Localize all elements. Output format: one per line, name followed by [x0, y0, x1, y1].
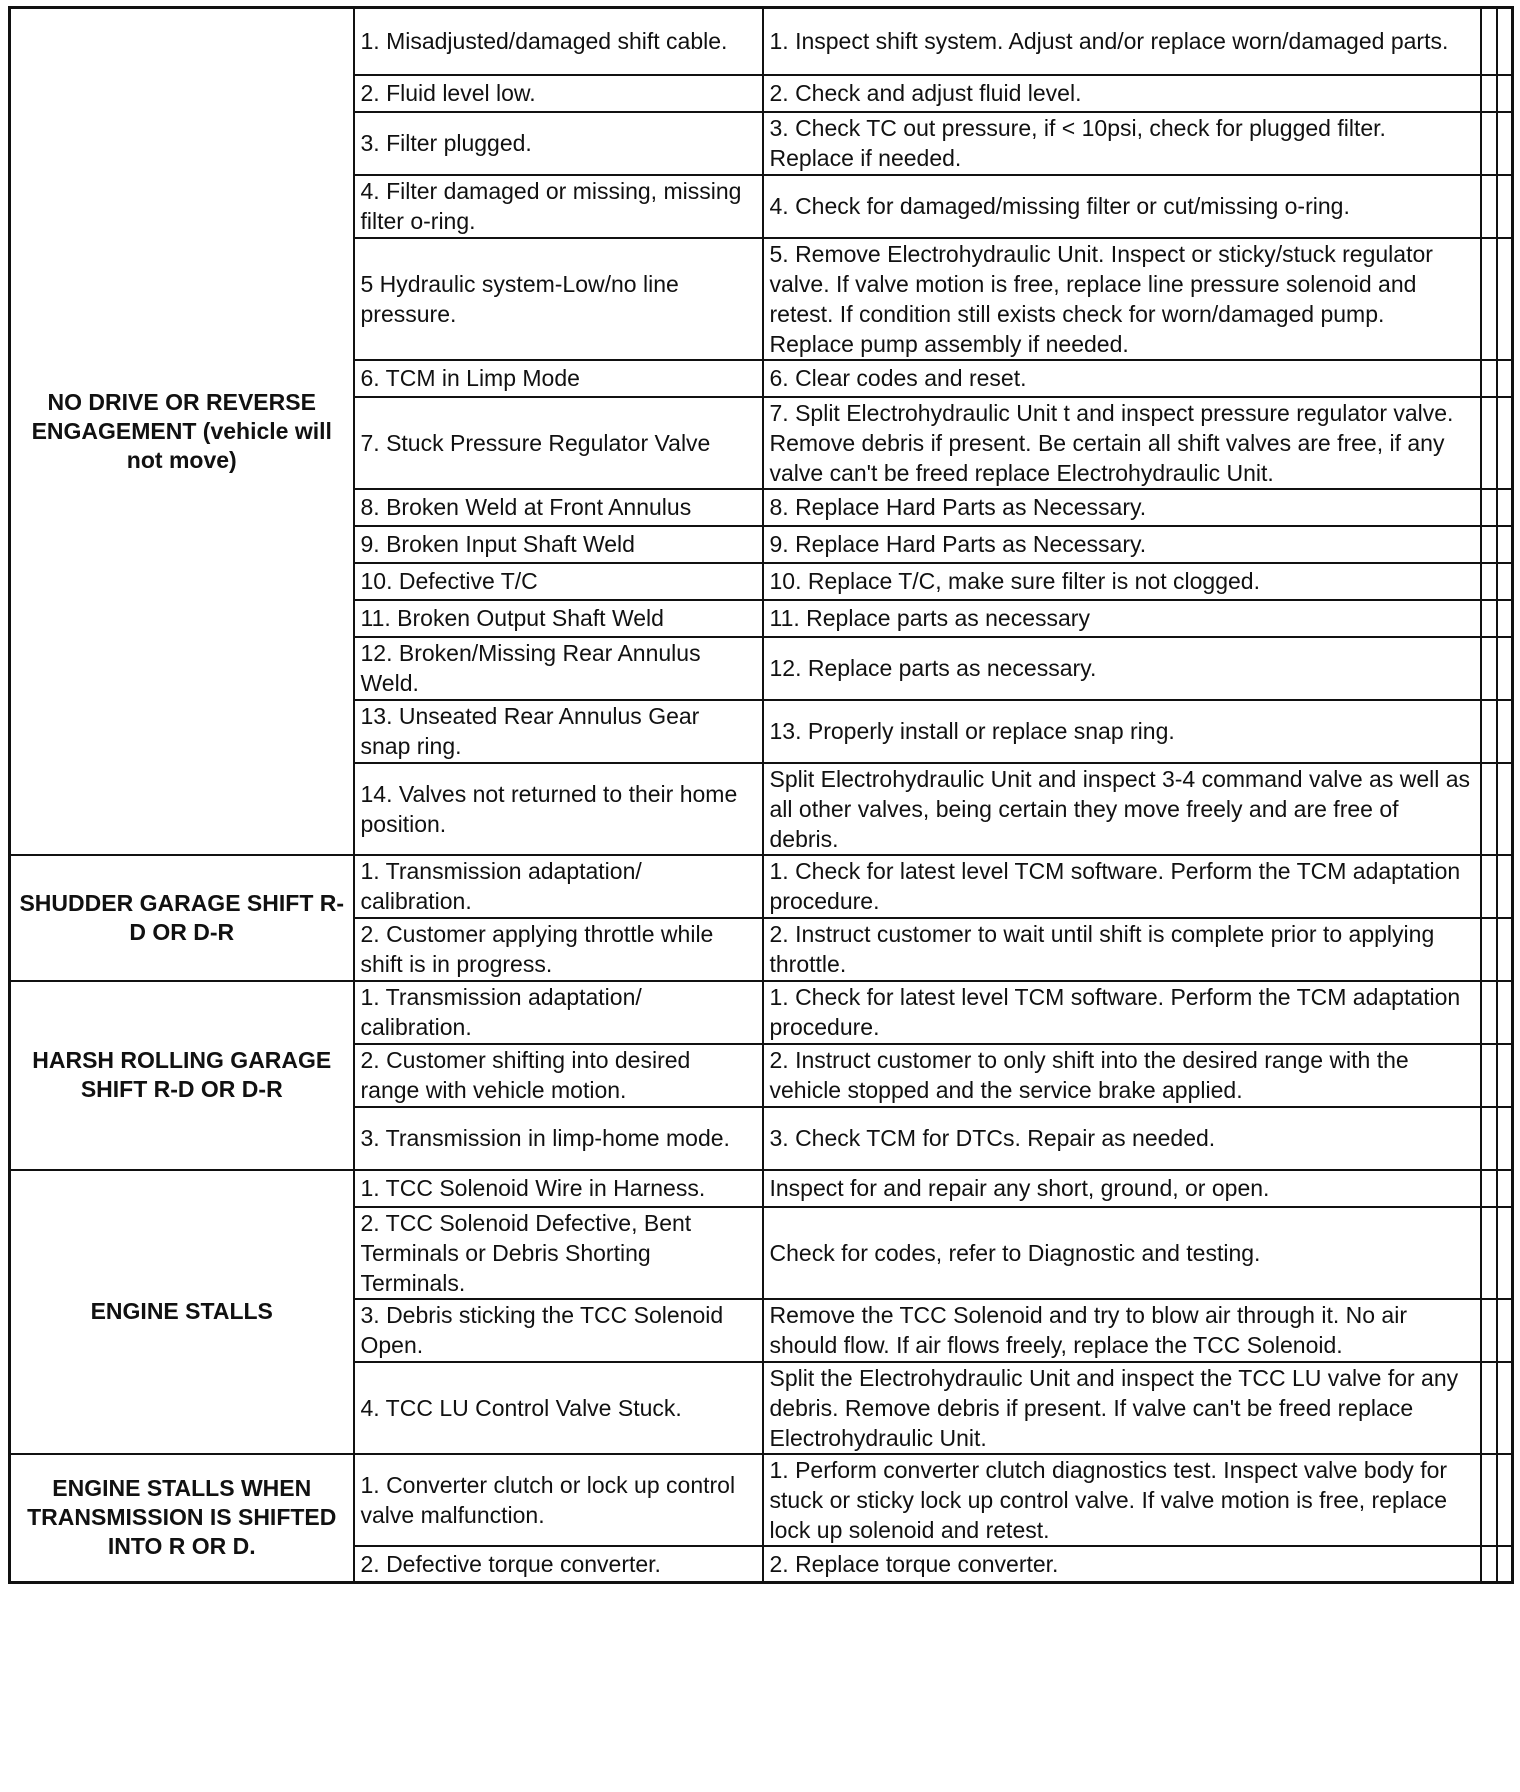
correction-cell: 9. Replace Hard Parts as Necessary.	[763, 526, 1481, 563]
check-box-cell[interactable]	[1497, 563, 1513, 600]
possible-cause-cell: 2. Customer shifting into desired range with vehicle motion.	[354, 1044, 763, 1107]
correction-cell: 2. Instruct customer to wait until shift is complete prior to applying throttle.	[763, 918, 1481, 981]
check-box-cell[interactable]	[1481, 763, 1497, 855]
possible-cause-cell: 1. Misadjusted/damaged shift cable.	[354, 8, 763, 75]
correction-cell: Split the Electrohydraulic Unit and inspect the TCC LU valve for any debris. Remove debris if present. If valve can't be freed replace Electrohydraulic Unit.	[763, 1362, 1481, 1454]
correction-cell: 6. Clear codes and reset.	[763, 360, 1481, 397]
check-box-cell[interactable]	[1497, 360, 1513, 397]
correction-cell: 2. Check and adjust fluid level.	[763, 75, 1481, 112]
check-box-cell[interactable]	[1497, 1044, 1513, 1107]
check-box-cell[interactable]	[1497, 981, 1513, 1044]
check-box-cell[interactable]	[1497, 1454, 1513, 1546]
check-box-cell[interactable]	[1481, 112, 1497, 175]
correction-cell: 2. Replace torque converter.	[763, 1546, 1481, 1583]
correction-cell: 8. Replace Hard Parts as Necessary.	[763, 489, 1481, 526]
diagnosis-table-body	[10, 8, 1513, 1583]
possible-cause-cell: 3. Transmission in limp-home mode.	[354, 1107, 763, 1170]
possible-cause-cell: 9. Broken Input Shaft Weld	[354, 526, 763, 563]
diagnosis-sheet	[8, 6, 1511, 1788]
possible-cause-cell: 1. TCC Solenoid Wire in Harness.	[354, 1170, 763, 1207]
check-box-cell[interactable]	[1481, 8, 1497, 75]
check-box-cell[interactable]	[1481, 918, 1497, 981]
check-box-cell[interactable]	[1481, 1044, 1497, 1107]
check-box-cell[interactable]	[1481, 700, 1497, 763]
check-box-cell[interactable]	[1481, 1546, 1497, 1583]
check-box-cell[interactable]	[1481, 175, 1497, 238]
possible-cause-cell: 1. Transmission adaptation/ calibration.	[354, 981, 763, 1044]
check-box-cell[interactable]	[1481, 1107, 1497, 1170]
table-row	[10, 8, 1513, 75]
check-box-cell[interactable]	[1481, 360, 1497, 397]
correction-cell: 1. Check for latest level TCM software. Perform the TCM adaptation procedure.	[763, 981, 1481, 1044]
correction-cell: 3. Check TC out pressure, if < 10psi, check for plugged filter. Replace if needed.	[763, 112, 1481, 175]
check-box-cell[interactable]	[1497, 1299, 1513, 1362]
check-box-cell[interactable]	[1481, 489, 1497, 526]
check-box-cell[interactable]	[1497, 489, 1513, 526]
possible-cause-cell: 10. Defective T/C	[354, 563, 763, 600]
possible-cause-cell: 8. Broken Weld at Front Annulus	[354, 489, 763, 526]
correction-cell: 1. Inspect shift system. Adjust and/or replace worn/damaged parts.	[763, 8, 1481, 75]
possible-cause-cell: 5 Hydraulic system-Low/no line pressure.	[354, 238, 763, 360]
check-box-cell[interactable]	[1481, 637, 1497, 700]
check-box-cell[interactable]	[1497, 526, 1513, 563]
possible-cause-cell: 2. Defective torque converter.	[354, 1546, 763, 1583]
check-box-cell[interactable]	[1497, 763, 1513, 855]
correction-cell: 10. Replace T/C, make sure filter is not clogged.	[763, 563, 1481, 600]
condition-cell: SHUDDER GARAGE SHIFT R-D OR D-R	[10, 855, 354, 981]
check-box-cell[interactable]	[1481, 981, 1497, 1044]
check-box-cell[interactable]	[1481, 238, 1497, 360]
correction-cell: 1. Check for latest level TCM software. Perform the TCM adaptation procedure.	[763, 855, 1481, 918]
correction-cell: 1. Perform converter clutch diagnostics test. Inspect valve body for stuck or sticky lock up control valve. If valve motion is free, replace lock up solenoid and retest.	[763, 1454, 1481, 1546]
correction-cell: 13. Properly install or replace snap ring.	[763, 700, 1481, 763]
table-row	[10, 1170, 1513, 1207]
check-box-cell[interactable]	[1497, 1546, 1513, 1583]
check-box-cell[interactable]	[1497, 700, 1513, 763]
possible-cause-cell: 7. Stuck Pressure Regulator Valve	[354, 397, 763, 489]
check-box-cell[interactable]	[1497, 855, 1513, 918]
check-box-cell[interactable]	[1497, 1107, 1513, 1170]
correction-cell: 11. Replace parts as necessary	[763, 600, 1481, 637]
check-box-cell[interactable]	[1497, 1207, 1513, 1299]
possible-cause-cell: 6. TCM in Limp Mode	[354, 360, 763, 397]
possible-cause-cell: 1. Transmission adaptation/ calibration.	[354, 855, 763, 918]
possible-cause-cell: 2. Fluid level low.	[354, 75, 763, 112]
table-row	[10, 1454, 1513, 1546]
check-box-cell[interactable]	[1497, 1170, 1513, 1207]
possible-cause-cell: 2. TCC Solenoid Defective, Bent Terminals or Debris Shorting Terminals.	[354, 1207, 763, 1299]
check-box-cell[interactable]	[1497, 175, 1513, 238]
check-box-cell[interactable]	[1481, 1299, 1497, 1362]
correction-cell: Split Electrohydraulic Unit and inspect 3-4 command valve as well as all other valves, being certain they move freely and are free of debris.	[763, 763, 1481, 855]
check-box-cell[interactable]	[1481, 563, 1497, 600]
condition-cell: NO DRIVE OR REVERSE ENGAGEMENT (vehicle will not move)	[10, 8, 354, 855]
correction-cell: 3. Check TCM for DTCs. Repair as needed.	[763, 1107, 1481, 1170]
correction-cell: Inspect for and repair any short, ground, or open.	[763, 1170, 1481, 1207]
correction-cell: 7. Split Electrohydraulic Unit t and inspect pressure regulator valve. Remove debris if present. Be certain all shift valves are free, if any valve can't be freed replace Electrohydraulic Unit.	[763, 397, 1481, 489]
correction-cell: 12. Replace parts as necessary.	[763, 637, 1481, 700]
correction-cell: 5. Remove Electrohydraulic Unit. Inspect or sticky/stuck regulator valve. If valve motion is free, replace line pressure solenoid and retest. If condition still exists check for worn/damaged pump. Replace pump assembly if needed.	[763, 238, 1481, 360]
condition-cell: ENGINE STALLS WHEN TRANSMISSION IS SHIFTED INTO R OR D.	[10, 1454, 354, 1583]
condition-cell: HARSH ROLLING GARAGE SHIFT R-D OR D-R	[10, 981, 354, 1170]
possible-cause-cell: 12. Broken/Missing Rear Annulus Weld.	[354, 637, 763, 700]
check-box-cell[interactable]	[1497, 112, 1513, 175]
check-box-cell[interactable]	[1481, 1362, 1497, 1454]
check-box-cell[interactable]	[1481, 600, 1497, 637]
check-box-cell[interactable]	[1481, 1170, 1497, 1207]
possible-cause-cell: 4. TCC LU Control Valve Stuck.	[354, 1362, 763, 1454]
check-box-cell[interactable]	[1481, 1454, 1497, 1546]
correction-cell: Remove the TCC Solenoid and try to blow air through it. No air should flow. If air flows freely, replace the TCC Solenoid.	[763, 1299, 1481, 1362]
check-box-cell[interactable]	[1481, 526, 1497, 563]
check-box-cell[interactable]	[1497, 600, 1513, 637]
check-box-cell[interactable]	[1481, 397, 1497, 489]
check-box-cell[interactable]	[1481, 75, 1497, 112]
condition-cell: ENGINE STALLS	[10, 1170, 354, 1454]
table-row	[10, 981, 1513, 1044]
possible-cause-cell: 14. Valves not returned to their home position.	[354, 763, 763, 855]
correction-cell: 4. Check for damaged/missing filter or cut/missing o-ring.	[763, 175, 1481, 238]
correction-cell: Check for codes, refer to Diagnostic and testing.	[763, 1207, 1481, 1299]
possible-cause-cell: 1. Converter clutch or lock up control valve malfunction.	[354, 1454, 763, 1546]
possible-cause-cell: 11. Broken Output Shaft Weld	[354, 600, 763, 637]
correction-cell: 2. Instruct customer to only shift into the desired range with the vehicle stopped and the service brake applied.	[763, 1044, 1481, 1107]
check-box-cell[interactable]	[1497, 238, 1513, 360]
possible-cause-cell: 2. Customer applying throttle while shift is in progress.	[354, 918, 763, 981]
check-box-cell[interactable]	[1497, 637, 1513, 700]
table-row	[10, 855, 1513, 918]
possible-cause-cell: 3. Filter plugged.	[354, 112, 763, 175]
check-box-cell[interactable]	[1497, 75, 1513, 112]
check-box-cell[interactable]	[1481, 1207, 1497, 1299]
possible-cause-cell: 13. Unseated Rear Annulus Gear snap ring.	[354, 700, 763, 763]
check-box-cell[interactable]	[1497, 8, 1513, 75]
check-box-cell[interactable]	[1497, 918, 1513, 981]
possible-cause-cell: 4. Filter damaged or missing, missing filter o-ring.	[354, 175, 763, 238]
possible-cause-cell: 3. Debris sticking the TCC Solenoid Open.	[354, 1299, 763, 1362]
check-box-cell[interactable]	[1497, 397, 1513, 489]
check-box-cell[interactable]	[1497, 1362, 1513, 1454]
check-box-cell[interactable]	[1481, 855, 1497, 918]
diagnosis-table	[8, 6, 1514, 1584]
